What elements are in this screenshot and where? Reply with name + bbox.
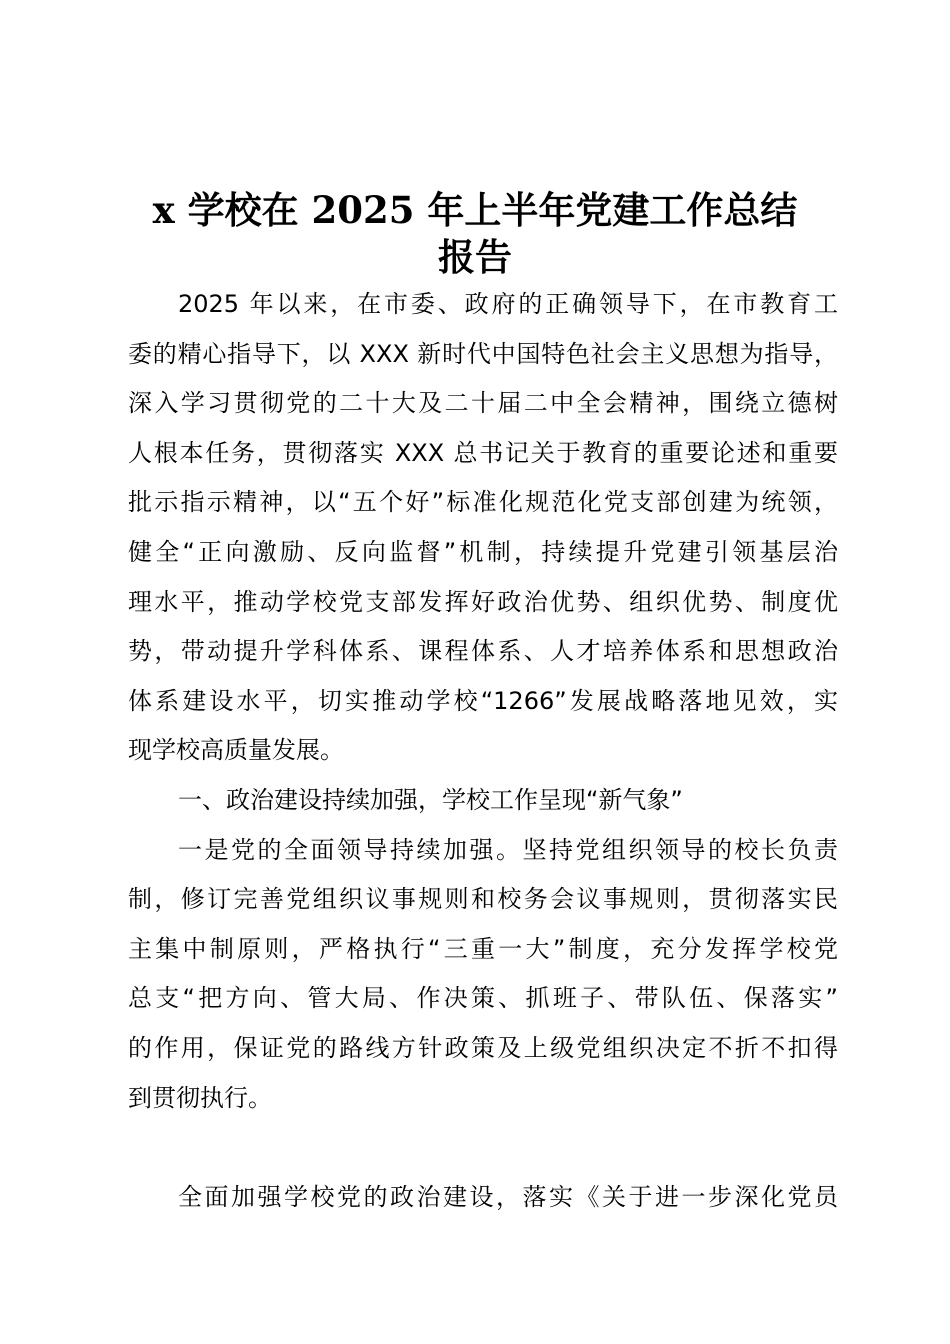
paragraph-line: 全面加强学校党的政治建设，落实《关于进一步深化党员 xyxy=(178,1182,838,1211)
paragraph-line: 到贯彻执行。 xyxy=(128,1083,272,1112)
paragraph-line: 理水平，推动学校党支部发挥好政治优势、组织优势、制度优 xyxy=(128,587,838,616)
paragraph-line: 的作用，保证党的路线方针政策及上级党组织决定不折不扣得 xyxy=(128,1033,838,1062)
paragraph-line: 制，修订完善党组织议事规则和校务会议事规则，贯彻落实民 xyxy=(128,885,838,914)
document-title-line-1: x 学校在 2025 年上半年党建工作总结 xyxy=(152,188,798,232)
paragraph-line: 势，带动提升学科体系、课程体系、人才培养体系和思想政治 xyxy=(128,637,838,666)
paragraph-line: 2025 年以来，在市委、政府的正确领导下，在市教育工 xyxy=(178,290,838,318)
paragraph-line: 总支“把方向、管大局、作决策、抓班子、带队伍、保落实” xyxy=(128,984,838,1013)
paragraph-line: 深入学习贯彻党的二十大及二十届二中全会精神，围绕立德树 xyxy=(128,389,838,418)
paragraph-line: 一是党的全面领导持续加强。坚持党组织领导的校长负责 xyxy=(178,835,838,864)
document-body xyxy=(128,280,838,1222)
paragraph-line: 现学校高质量发展。 xyxy=(128,736,344,765)
paragraph-line: 人根本任务，贯彻落实 XXX 总书记关于教育的重要论述和重要 xyxy=(128,438,838,467)
paragraph-line: 委的精心指导下，以 XXX 新时代中国特色社会主义思想为指导， xyxy=(128,339,838,368)
paragraph-line: 体系建设水平，切实推动学校“1266”发展战略落地见效，实 xyxy=(128,686,838,715)
section-heading: 一、政治建设持续加强，学校工作呈现“新气象” xyxy=(178,785,683,814)
document-title-line-2: 报告 xyxy=(438,235,512,279)
blank-line xyxy=(128,1123,838,1173)
paragraph-line: 批示指示精神，以“五个好”标准化规范化党支部创建为统领， xyxy=(128,488,838,517)
paragraph-line: 主集中制原则，严格执行“三重一大”制度，充分发挥学校党 xyxy=(128,934,838,963)
paragraph-line: 健全“正向激励、反向监督”机制，持续提升党建引领基层治 xyxy=(128,537,838,566)
